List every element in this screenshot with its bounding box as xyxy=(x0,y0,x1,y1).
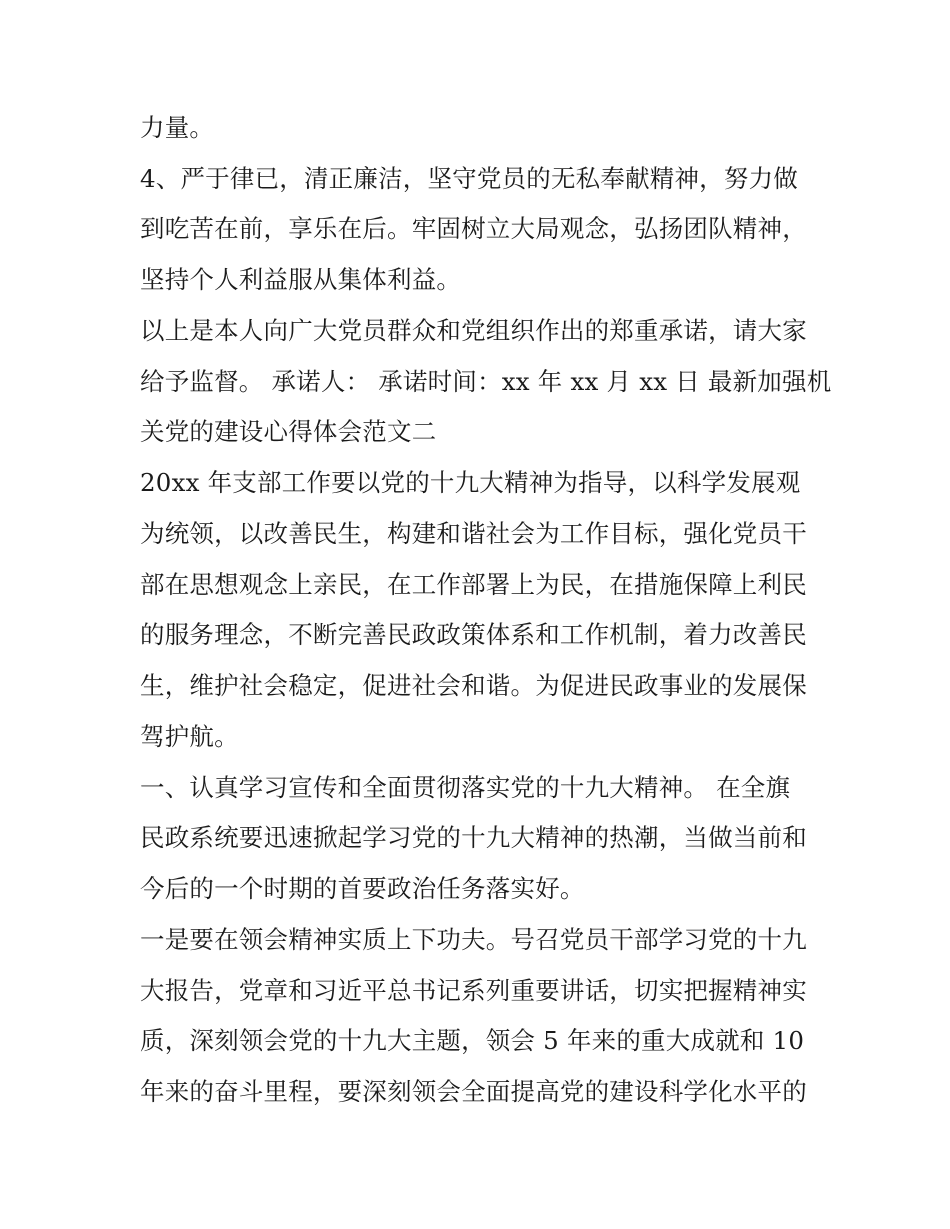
text-line: 部在思想观念上亲民，在工作部署上为民，在措施保障上利民 xyxy=(140,570,807,599)
text-line: 为统领，以改善民生，构建和谐社会为工作目标，强化党员干 xyxy=(140,519,807,548)
text-line: 一、认真学习宣传和全面贯彻落实党的十九大精神。 在全旗 xyxy=(140,773,791,802)
text-line: 一是要在领会精神实质上下功夫。号召党员干部学习党的十九 xyxy=(140,925,807,954)
text-line: 给予监督。 承诺人： 承诺时间：xx 年 xx 月 xx 日 最新加强机 xyxy=(140,367,832,396)
text-line: 20xx 年支部工作要以党的十九大精神为指导，以科学发展观 xyxy=(140,468,801,497)
text-line: 关党的建设心得体会范文二 xyxy=(140,417,437,446)
text-line: 的服务理念，不断完善民政政策体系和工作机制，着力改善民 xyxy=(140,620,807,649)
text-line: 4、严于律已，清正廉洁，坚守党员的无私奉献精神，努力做 xyxy=(140,164,798,193)
text-line: 大报告，党章和习近平总书记系列重要讲话，切实把握精神实 xyxy=(140,976,807,1005)
text-line: 驾护航。 xyxy=(140,722,239,751)
text-line: 到吃苦在前，享乐在后。牢固树立大局观念，弘扬团队精神， xyxy=(140,214,807,243)
text-line: 力量。 xyxy=(140,113,215,142)
text-line: 生，维护社会稳定，促进社会和谐。为促进民政事业的发展保 xyxy=(140,671,807,700)
text-line: 年来的奋斗里程，要深刻领会全面提高党的建设科学化水平的 xyxy=(140,1077,807,1106)
text-line: 民政系统要迅速掀起学习党的十九大精神的热潮，当做当前和 xyxy=(140,823,807,852)
text-line: 以上是本人向广大党员群众和党组织作出的郑重承诺，请大家 xyxy=(140,316,807,345)
text-line: 坚持个人利益服从集体利益。 xyxy=(140,265,462,294)
text-line: 质，深刻领会党的十九大主题，领会 5 年来的重大成就和 10 xyxy=(140,1026,805,1055)
text-line: 今后的一个时期的首要政治任务落实好。 xyxy=(140,874,585,903)
